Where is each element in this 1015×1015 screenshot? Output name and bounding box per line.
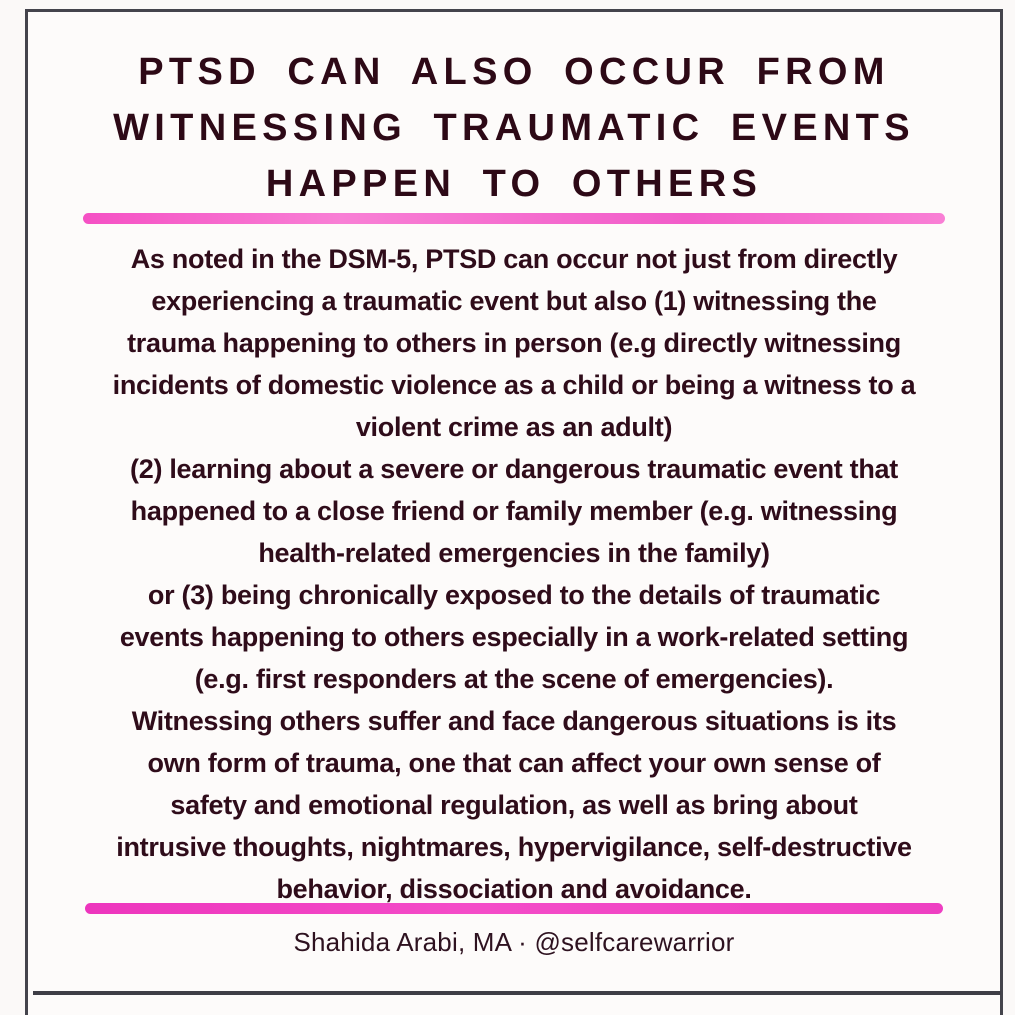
- body-line: experiencing a traumatic event but also (1) witnessing the: [151, 286, 877, 316]
- body-line: or (3) being chronically exposed to the details of traumatic: [147, 580, 881, 610]
- page-title: [28, 44, 1000, 212]
- body-line: events happening to others especially in a work-related setting: [119, 622, 909, 652]
- quote-card: [25, 9, 1003, 1015]
- body-line: trauma happening to others in person (e.g directly witnessing: [127, 328, 901, 358]
- attribution: Shahida Arabi, MA · @selfcarewarrior: [293, 927, 735, 957]
- body-line: safety and emotional regulation, as well as bring about: [170, 790, 858, 820]
- title-line: PTSD CAN ALSO OCCUR FROM: [138, 51, 890, 93]
- body-line: (e.g. first responders at the scene of emergencies).: [194, 664, 834, 694]
- body-line: intrusive thoughts, nightmares, hypervigilance, self-destructive: [116, 832, 912, 862]
- body-line: health-related emergencies in the family): [258, 538, 770, 568]
- body-line: own form of trauma, one that can affect your own sense of: [147, 748, 881, 778]
- body-line: As noted in the DSM-5, PTSD can occur not just from directly: [130, 244, 898, 274]
- body-line: (2) learning about a severe or dangerous traumatic event that: [130, 454, 898, 484]
- title-line: WITNESSING TRAUMATIC EVENTS: [113, 107, 915, 149]
- body-line: Witnessing others suffer and face dangerous situations is its: [131, 706, 897, 736]
- body-text: [28, 238, 1000, 910]
- title-line: HAPPEN TO OTHERS: [265, 163, 763, 205]
- title-underline-divider: [83, 213, 945, 224]
- card-bottom-edge-line: [33, 991, 1001, 995]
- body-line: violent crime as an adult): [355, 412, 673, 442]
- body-line: behavior, dissociation and avoidance.: [276, 874, 752, 904]
- body-line: happened to a close friend or family member (e.g. witnessing: [130, 496, 898, 526]
- body-line: incidents of domestic violence as a child or being a witness to a: [112, 370, 916, 400]
